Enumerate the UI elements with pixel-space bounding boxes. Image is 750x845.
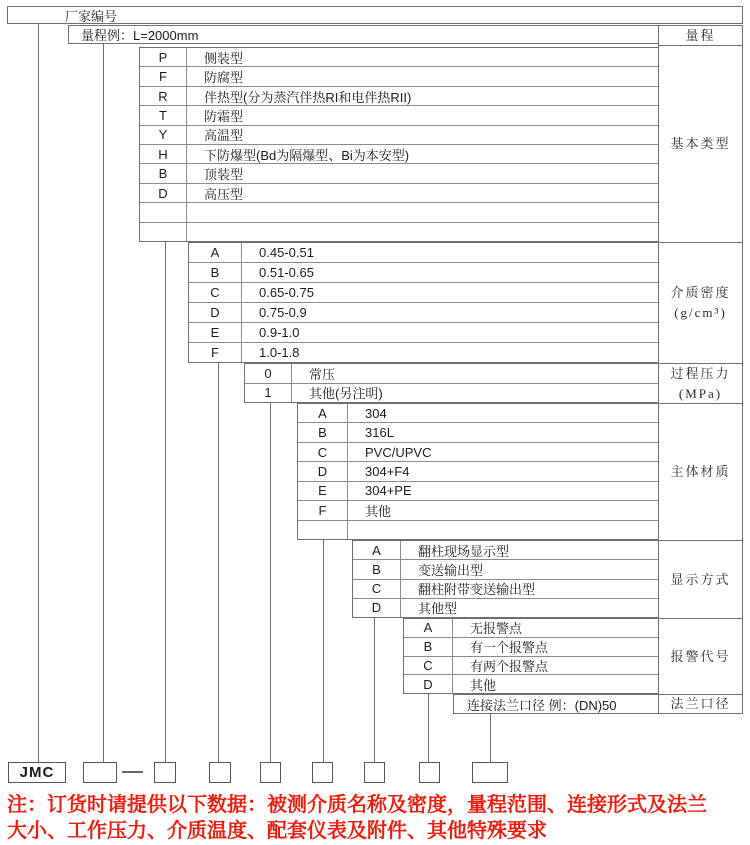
desc-cell: 翻柱附带变送输出型 (418, 582, 536, 598)
desc-cell: 1.0-1.8 (259, 345, 300, 360)
body-material-table (297, 403, 659, 540)
label-basic-type: 基本类型 (659, 45, 742, 242)
desc-cell: 防腐型 (204, 70, 244, 86)
table-row (298, 500, 658, 519)
code-cell: Y (140, 126, 187, 144)
range-example-text: 量程例：L=2000mm (81, 28, 199, 43)
desc-cell (187, 223, 658, 241)
table-row (140, 183, 658, 202)
desc-cell: 下防爆型(Bd为隔爆型、Bi为本安型) (204, 147, 410, 163)
table-row (353, 541, 658, 559)
table-row (404, 619, 658, 637)
code-box-display (364, 762, 385, 783)
desc-cell: 常压 (309, 366, 336, 382)
label-display-mode: 显示方式 (659, 540, 742, 618)
code-cell: D (353, 599, 401, 617)
table-row (189, 302, 658, 322)
model-code-box: JMC (8, 762, 66, 783)
table-row-empty (140, 202, 658, 221)
desc-cell: PVC/UPVC (365, 444, 432, 460)
code-box-pressure (260, 762, 281, 783)
code-cell: E (298, 482, 348, 500)
table-row (245, 364, 658, 383)
table-row (454, 695, 658, 713)
code-box-basic-type (154, 762, 176, 783)
code-cell: R (140, 87, 187, 105)
desc-cell: 0.75-0.9 (259, 305, 307, 320)
label-body-material: 主体材质 (659, 403, 742, 540)
label-flange-size: 法兰口径 (659, 694, 742, 713)
code-box-range (83, 762, 117, 783)
table-row (140, 48, 658, 66)
connector-line-factory (38, 24, 39, 762)
table-row (404, 637, 658, 656)
desc-cell: 高温型 (204, 128, 244, 144)
code-cell: B (298, 423, 348, 441)
code-cell: B (353, 560, 401, 578)
code-cell: A (353, 541, 401, 559)
code-box-flange (472, 762, 508, 783)
code-cell: D (298, 462, 348, 480)
desc-cell: 变送输出型 (418, 562, 484, 578)
desc-cell: 高压型 (204, 186, 244, 202)
desc-cell (187, 203, 658, 221)
order-note-line2: 大小、工作压力、介质温度、配套仪表及附件、其他特殊要求 (7, 820, 547, 842)
code-cell: C (404, 657, 453, 675)
order-note-line1: 注：订货时请提供以下数据：被测介质名称及密度，量程范围、连接形式及法兰 (7, 794, 707, 816)
desc-cell: 304+PE (365, 483, 412, 499)
table-row (298, 481, 658, 500)
range-example-box (68, 25, 659, 44)
table-row (353, 598, 658, 617)
desc-cell (348, 521, 658, 539)
desc-cell: 304+F4 (365, 463, 410, 479)
alarm-code-table (403, 618, 659, 694)
code-cell: B (140, 164, 187, 182)
code-cell (140, 203, 187, 221)
code-cell: F (298, 501, 348, 519)
desc-cell: 伴热型(分为蒸汽伴热RI和电伴热RII) (204, 89, 412, 105)
table-row (404, 674, 658, 693)
table-row (140, 66, 658, 85)
desc-cell: 0.65-0.75 (259, 285, 314, 300)
category-label-column (658, 25, 743, 714)
code-cell: A (298, 404, 348, 422)
desc-cell: 侧装型 (204, 50, 244, 66)
display-mode-table (352, 540, 659, 618)
dash-separator (122, 771, 143, 773)
table-row (189, 243, 658, 262)
desc-cell: 有两个报警点 (470, 658, 549, 674)
code-cell: D (140, 184, 187, 202)
connector-line-flange (490, 714, 491, 762)
table-row (298, 461, 658, 480)
desc-cell: 其他 (365, 503, 392, 519)
table-row (298, 404, 658, 422)
desc-cell: 无报警点 (470, 621, 523, 637)
flange-size-table (453, 694, 659, 714)
table-row (298, 422, 658, 441)
table-row (353, 559, 658, 578)
label-range: 量程 (685, 27, 716, 43)
code-cell: H (140, 145, 187, 163)
table-row (189, 342, 658, 362)
code-cell (140, 223, 187, 241)
medium-density-table (188, 242, 659, 363)
table-row (140, 105, 658, 124)
code-cell: 0 (245, 364, 292, 383)
code-cell: D (404, 675, 453, 693)
connector-line-display (374, 618, 375, 762)
table-row (140, 163, 658, 182)
connector-line-material (323, 540, 324, 762)
desc-cell: 304 (365, 405, 387, 421)
code-cell: C (353, 580, 401, 598)
code-cell: B (189, 263, 242, 282)
table-row (189, 282, 658, 302)
table-row (189, 322, 658, 342)
connector-line-range (103, 44, 104, 762)
code-cell: P (140, 48, 187, 66)
basic-type-table (139, 47, 659, 242)
code-cell: T (140, 106, 187, 124)
desc-cell: 有一个报警点 (470, 640, 549, 656)
order-note (7, 792, 747, 844)
table-row-empty (140, 222, 658, 241)
table-row (298, 442, 658, 461)
code-box-alarm (419, 762, 440, 783)
factory-number-box (7, 6, 743, 24)
code-cell: C (189, 283, 242, 302)
label-medium-density: 介质密度 (g/cm³) (659, 242, 742, 364)
desc-cell: 0.9-1.0 (259, 325, 300, 340)
code-cell: A (189, 243, 242, 262)
code-cell: B (404, 638, 453, 656)
desc-cell: 0.51-0.65 (259, 265, 314, 280)
desc-cell: 0.45-0.51 (259, 245, 314, 260)
desc-cell: 316L (365, 425, 394, 441)
desc-cell: 连接法兰口径 例：(DN)50 (467, 697, 617, 713)
desc-cell: 顶装型 (204, 167, 244, 183)
code-cell: D (189, 303, 242, 322)
desc-cell: 其他型 (418, 601, 458, 617)
desc-cell: 翻柱现场显示型 (418, 543, 510, 559)
desc-cell: 其他(另注明) (309, 386, 383, 402)
connector-line-density (218, 363, 219, 762)
table-row (140, 125, 658, 144)
code-cell: F (189, 343, 242, 362)
process-pressure-table (244, 363, 659, 403)
table-row (140, 86, 658, 105)
label-process-pressure: 过程压力 (MPa) (659, 363, 742, 403)
table-row (245, 383, 658, 403)
desc-cell: 防霜型 (204, 108, 244, 124)
code-box-material (312, 762, 333, 783)
factory-number-label: 厂家编号 (65, 8, 118, 24)
code-box-density (209, 762, 231, 783)
connector-line-pressure (270, 403, 271, 762)
connector-line-alarm (428, 694, 429, 762)
table-row (189, 262, 658, 282)
table-row-empty (298, 520, 658, 539)
code-cell: 1 (245, 384, 292, 403)
table-row (353, 579, 658, 598)
desc-cell: 其他 (470, 677, 497, 693)
code-cell (298, 521, 348, 539)
label-alarm-code: 报警代号 (659, 618, 742, 694)
table-row (140, 144, 658, 163)
code-cell: C (298, 443, 348, 461)
connector-line-basic-type (165, 242, 166, 762)
table-row (404, 656, 658, 675)
code-cell: E (189, 323, 242, 342)
code-cell: F (140, 67, 187, 85)
code-cell: A (404, 619, 453, 637)
